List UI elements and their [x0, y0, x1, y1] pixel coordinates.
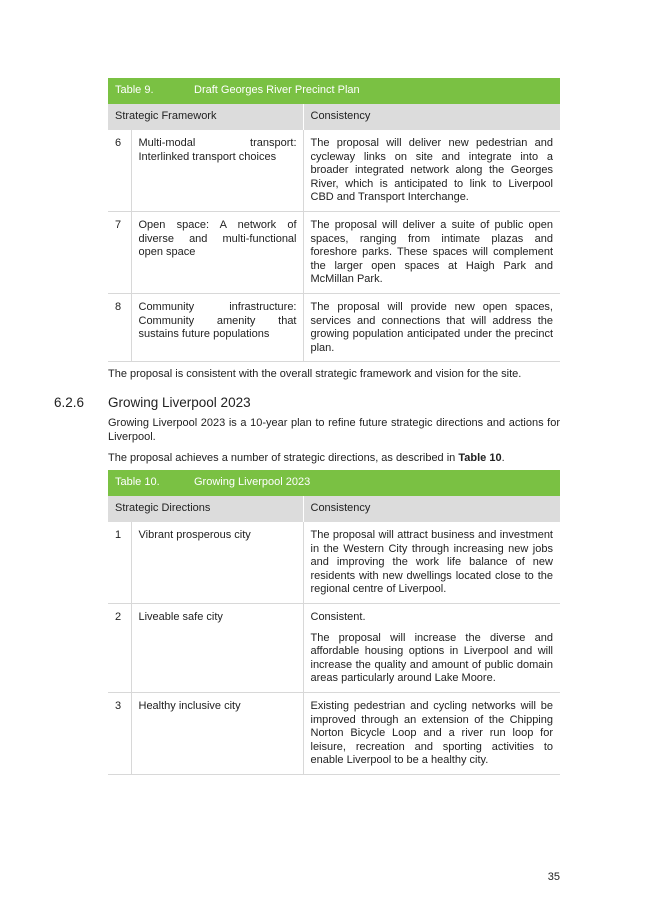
row-number: 2: [108, 603, 131, 692]
page-number: 35: [547, 871, 560, 883]
table-9-number: Table 9.: [115, 84, 154, 97]
framework-cell: Multi-modal transport: Interlinked transport choices: [131, 130, 303, 211]
row-number: 6: [108, 130, 131, 211]
consistency-cell: The proposal will deliver a suite of public open spaces, ranging from intimate plazas and foreshore parks. These spaces will complement the larger open spaces at Haigh Park and McMillan Park.: [303, 211, 560, 293]
table-row: [108, 692, 560, 774]
col-header-consistency: Consistency: [303, 104, 560, 130]
consistency-line: Consistent.: [310, 610, 366, 623]
table-10-header: [108, 496, 560, 522]
table-10-reference[interactable]: Table 10: [458, 452, 502, 464]
table-9-header: [108, 104, 560, 130]
col-header-strategic-directions: Strategic Directions: [108, 496, 303, 522]
col-header-consistency: Consistency: [303, 496, 560, 522]
consistency-cell: The proposal will deliver new pedestrian and cycleway links on site and integrate into a broader integrated network along the Georges River, which is anticipated to link to Liverpool CBD and Transport Interchange.: [303, 130, 560, 211]
table-row: [108, 130, 560, 211]
table-row: [108, 522, 560, 603]
table-9-title: Draft Georges River Precinct Plan: [194, 84, 360, 97]
table-row: [108, 211, 560, 293]
row-number: 3: [108, 692, 131, 774]
col-header-strategic-framework: Strategic Framework: [108, 104, 303, 130]
table-10-title: Growing Liverpool 2023: [194, 476, 311, 489]
section-title: Growing Liverpool 2023: [108, 395, 251, 410]
direction-cell: Vibrant prosperous city: [131, 522, 303, 603]
table-10-number: Table 10.: [115, 476, 160, 489]
consistency-cell: [303, 603, 560, 692]
table-10: [108, 470, 560, 775]
framework-cell: Community infrastructure: Community amenity that sustains future populations: [131, 293, 303, 361]
table-9-caption: [108, 78, 560, 104]
paragraph-consistent: The proposal is consistent with the overall strategic framework and vision for the site.: [108, 368, 522, 380]
section-number: 6.2.6: [54, 395, 85, 410]
paragraph-achieves-text: The proposal achieves a number of strategic directions, as described in: [108, 452, 456, 464]
paragraph-achieves-end: .: [501, 452, 505, 464]
paragraph-plan: Growing Liverpool 2023 is a 10-year plan to refine future strategic directions and actions for Liverpool.: [108, 417, 560, 443]
framework-cell: Open space: A network of diverse and multi-functional open space: [131, 211, 303, 293]
table-10-caption: [108, 470, 560, 496]
table-row: [108, 603, 560, 692]
consistency-cell: The proposal will provide new open spaces, services and connections that will address the growing population anticipated under the precinct plan.: [303, 293, 560, 361]
table-9: [108, 78, 560, 362]
row-number: 7: [108, 211, 131, 293]
direction-cell: Liveable safe city: [131, 603, 303, 692]
consistency-cell: Existing pedestrian and cycling networks will be improved through an extension of the Chipping Norton Bicycle Loop and a river run loop for leisure, recreation and sporting activities to enable Liverpool to be a healthy city.: [303, 692, 560, 774]
direction-cell: Healthy inclusive city: [131, 692, 303, 774]
paragraph-achieves: [108, 451, 560, 465]
row-number: 8: [108, 293, 131, 361]
consistency-detail: The proposal will increase the diverse and affordable housing options in Liverpool and will increase the quality and amount of public domain areas particularly around Lake Moore.: [310, 631, 553, 685]
row-number: 1: [108, 522, 131, 603]
consistency-cell: The proposal will attract business and investment in the Western City through increasing new jobs and improving the work life balance of new residents with new dwellings located close to the regional centre of Liverpool.: [303, 522, 560, 603]
table-row: [108, 293, 560, 361]
